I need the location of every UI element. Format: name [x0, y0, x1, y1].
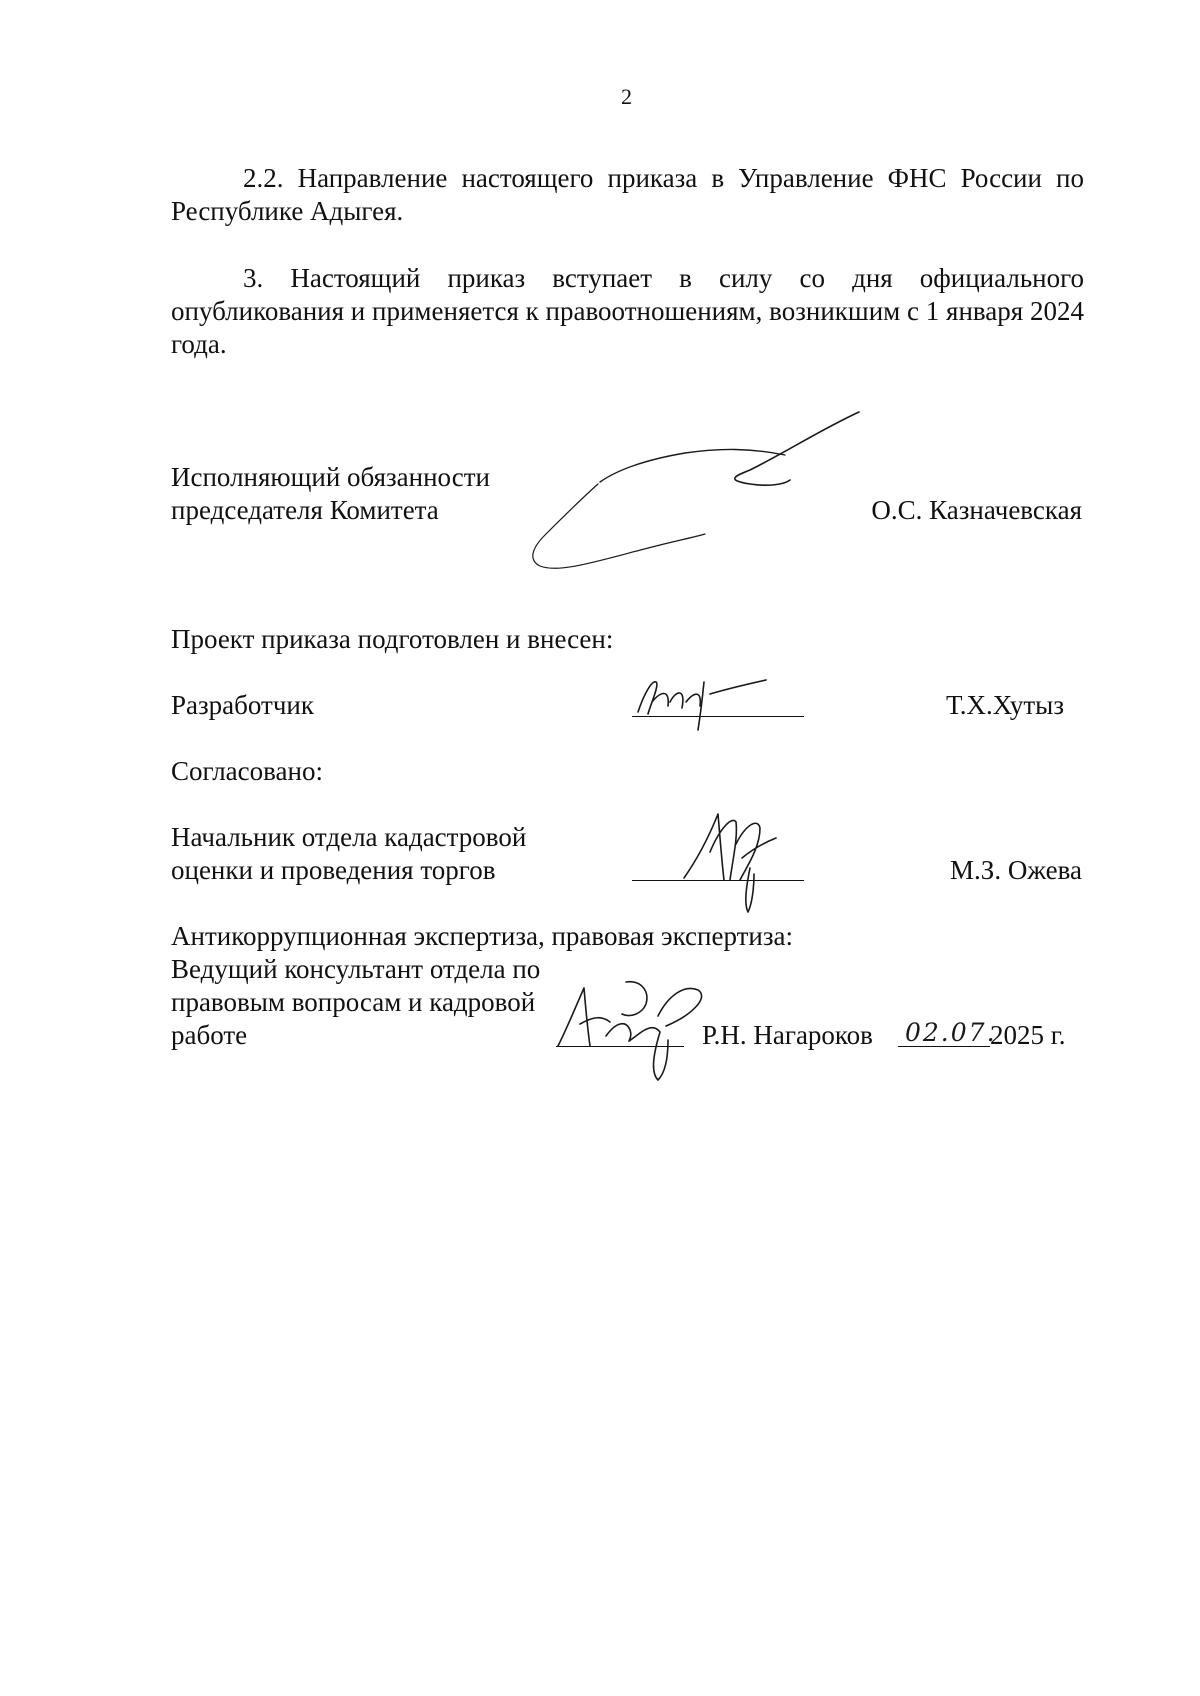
- developer-role: Разработчик: [171, 690, 314, 720]
- agreed-role-line1: Начальник отдела кадастровой: [171, 822, 527, 852]
- expertise-date-line: [898, 1046, 990, 1047]
- page-number: 2: [621, 84, 632, 109]
- expertise-role-line3: работе: [171, 1020, 248, 1050]
- expertise-handwritten-date: 02.07.: [905, 1018, 997, 1047]
- developer-name: Т.Х.Хутыз: [945, 690, 1064, 720]
- expertise-heading: Антикоррупционная экспертиза, правовая экспертиза:: [171, 921, 794, 951]
- agreed-name: М.З. Ожева: [950, 855, 1082, 885]
- expertise-role-line2: правовым вопросам и кадровой: [171, 987, 536, 1017]
- signatory-title-line2: председателя Комитета: [171, 495, 439, 525]
- paragraph-2-2: 2.2. Направление настоящего приказа в Управление ФНС России по Республике Адыгея.: [171, 163, 1084, 226]
- developer-signature: [630, 672, 770, 732]
- project-heading: Проект приказа подготовлен и внесен:: [171, 624, 614, 654]
- agreed-heading: Согласовано:: [171, 756, 323, 786]
- expertise-role-line1: Ведущий консультант отдела по: [171, 954, 541, 984]
- signatory-name: О.С. Казначевская: [871, 495, 1082, 525]
- expertise-name: Р.Н. Нагароков: [702, 1020, 873, 1050]
- chairman-signature: [520, 410, 860, 580]
- signatory-title-line1: Исполняющий обязанности: [171, 462, 490, 492]
- agreed-role-line2: оценки и проведения торгов: [171, 855, 496, 885]
- agreed-signature: [680, 808, 790, 918]
- expertise-date-year: 2025 г.: [990, 1020, 1066, 1050]
- paragraph-3: 3. Настоящий приказ вступает в силу со дня официального опубликования и применяется к правоотношениям, возникшим с 1 января 2024 года.: [171, 263, 1084, 359]
- expertise-signature: [550, 976, 720, 1086]
